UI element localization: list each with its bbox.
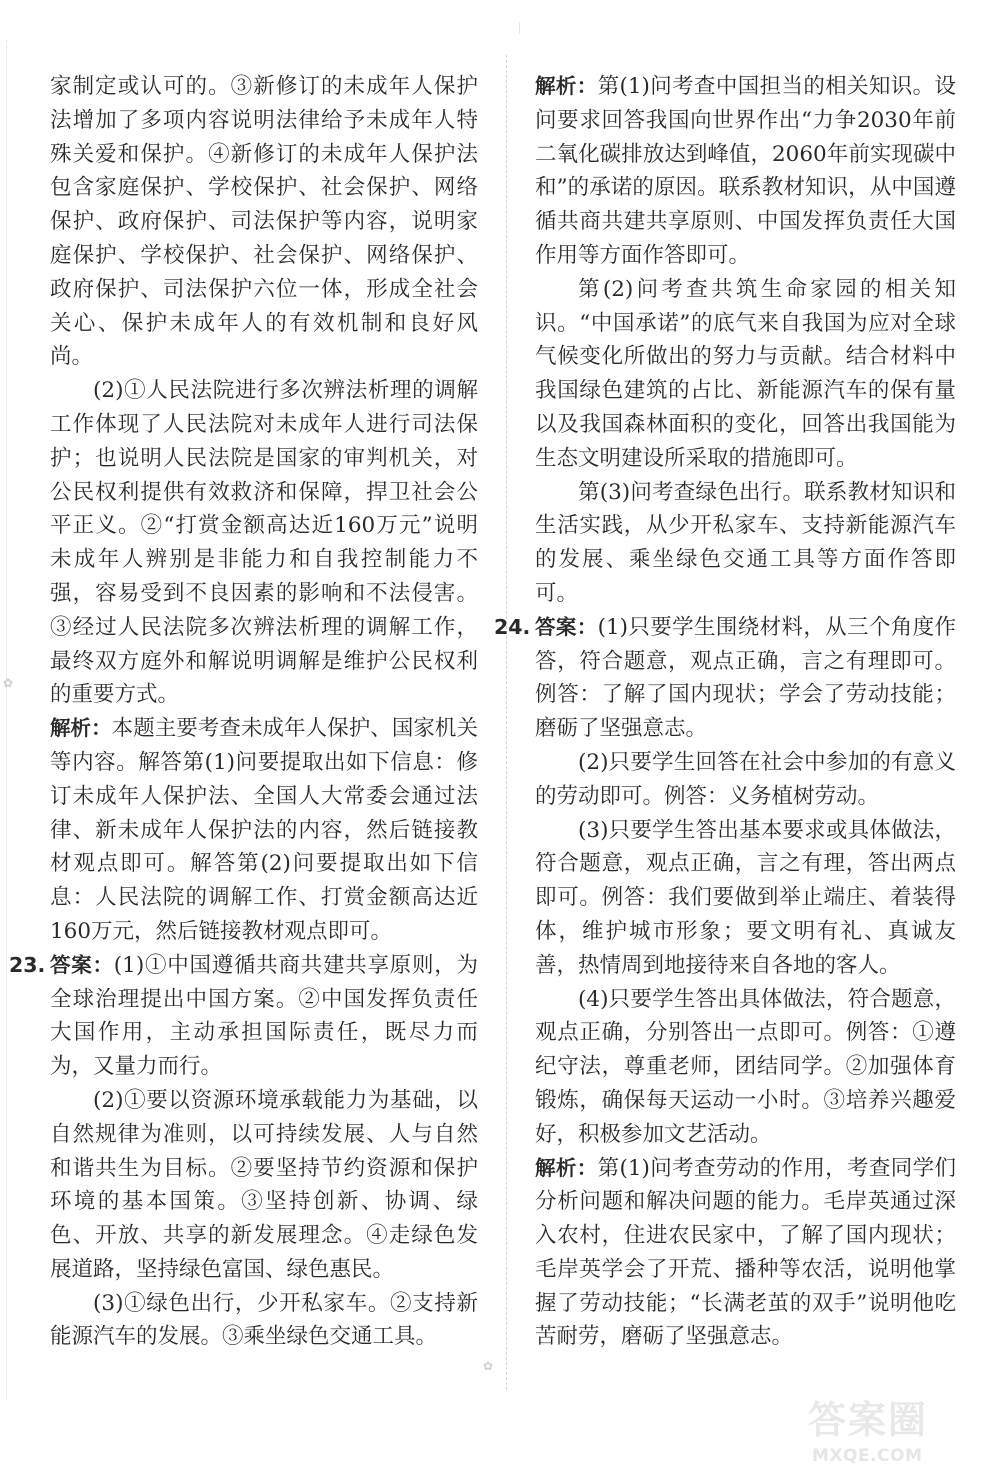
q24-answer bbox=[494, 611, 956, 746]
answer-label: 答案： bbox=[535, 614, 598, 639]
watermark-url: MXQE.COM bbox=[812, 1446, 923, 1466]
q24-answer-part4: (4)只要学生答出具体做法，符合题意，观点正确，分别答出一点即可。例答：①遵纪守法，尊重老师，团结同学。②加强体育锻炼，确保每天运动一小时。③培养兴趣爱好，积极参加文艺活动。 bbox=[535, 986, 956, 1147]
column-divider bbox=[506, 55, 507, 1390]
q23-answer-part3: (3)①绿色出行，少开私家车。②支持新能源汽车的发展。③乘坐绿色交通工具。 bbox=[50, 1290, 478, 1350]
q22-answer-part2: (2)①人民法院进行多次辨法析理的调解工作体现了人民法院对未成年人进行司法保护；也说明人民法院是国家的审判机关，对公民权利提供有效救济和保障，捍卫社会公平正义。②“打赏金额高达近160万元”说明未成年人辨别是非能力和自我控制能力不强，容易受到不良因素的影响和不法侵害。③经过人民法院多次辨法析理的调解工作，最终双方庭外和解说明调解是维护公民权利的重要方式。 bbox=[50, 378, 478, 708]
q24-analysis-text: 第(1)问考查劳动的作用，考查同学们分析问题和解决问题的能力。毛岸英通过深入农村，住进农民家中，了解了国内现状；毛岸英学会了开荒、播种等农活，说明他掌握了劳动技能；“长满老茧的双手”说明他吃苦耐劳，磨砺了坚强意志。 bbox=[535, 1155, 956, 1350]
margin-ornament-icon: ✿ bbox=[3, 676, 14, 690]
question-number-23: 23. bbox=[9, 952, 46, 977]
analysis-label: 解析： bbox=[50, 716, 112, 741]
q23-answer-part2: (2)①要以资源环境承载能力为基础，以自然规律为准则，以可持续发展、人与自然和谐共生为目标。②要坚持节约资源和保护环境的基本国策。③坚持创新、协调、绿色、开放、共享的新发展理念。④走绿色发展道路，坚持绿色富国、绿色惠民。 bbox=[50, 1087, 478, 1282]
right-column bbox=[494, 70, 956, 1354]
watermark-logo: 答案圈 bbox=[808, 1398, 929, 1442]
binding-margin-line bbox=[6, 40, 7, 1400]
q24-answer-part2: (2)只要学生回答在社会中参加的有意义的劳动即可。例答：义务植树劳动。 bbox=[535, 749, 956, 809]
q23-analysis-part3: 第(3)问考查绿色出行。联系教材知识和生活实践，从少开私家车、支持新能源汽车的发展、乘坐绿色交通工具等方面作答即可。 bbox=[535, 479, 956, 606]
q24-answer-part1: (1)只要学生围绕材料，从三个角度作答，符合题意，观点正确，言之有理即可。例答：了解了国内现状；学会了劳动技能；磨砺了坚强意志。 bbox=[535, 614, 956, 742]
q23-answer bbox=[9, 949, 478, 1084]
q23-analysis bbox=[535, 70, 956, 273]
analysis-label: 解析： bbox=[535, 74, 598, 98]
q23-answer-part1: (1)①中国遵循共商共建共享原则，为全球治理提出中国方案。②中国发挥负责任大国作用，主动承担国际责任，既尽力而为，又量力而行。 bbox=[50, 952, 478, 1080]
q23-analysis-part1: 第(1)问考查中国担当的相关知识。设问要求回答我国向世界作出“力争2030年前二氧化碳排放达到峰值，2060年前实现碳中和”的承诺的原因。联系教材知识，从中国遵循共商共建共享原则、中国发挥负责任大国作用等方面作答即可。 bbox=[535, 74, 956, 268]
question-number-24: 24. bbox=[494, 614, 531, 639]
q22-analysis-text: 本题主要考查未成年人保护、国家机关等内容。解答第(1)问要提取出如下信息：修订未成年人保护法、全国人大常委会通过法律、新未成年人保护法的内容，然后链接教材观点即可。解答第(2)问要提取出如下信息：人民法院的调解工作、打赏金额高达近160万元，然后链接教材观点即可。 bbox=[50, 716, 478, 944]
answer-label: 答案： bbox=[50, 952, 114, 977]
q22-answer-part1-continued: 家制定或认可的。③新修订的未成年人保护法增加了多项内容说明法律给予未成年人特殊关爱和保护。④新修订的未成年人保护法包含家庭保护、学校保护、社会保护、网络保护、政府保护、司法保护等内容，说明家庭保护、学校保护、社会保护、网络保护、政府保护、司法保护六位一体，形成全社会关心、保护未成年人的有效机制和良好风尚。 bbox=[50, 74, 478, 370]
q23-analysis-part2: 第(2)问考查共筑生命家园的相关知识。“中国承诺”的底气来自我国为应对全球气候变化所做出的努力与贡献。结合材料中我国绿色建筑的占比、新能源汽车的保有量以及我国森林面积的变化，回答出我国能为生态文明建设所采取的措施即可。 bbox=[535, 276, 956, 471]
analysis-label: 解析： bbox=[535, 1155, 598, 1180]
top-center-mark bbox=[519, 22, 520, 34]
q22-analysis bbox=[50, 712, 478, 949]
q24-analysis bbox=[535, 1152, 956, 1355]
bottom-ornament-icon: ✿ bbox=[483, 1359, 494, 1373]
q24-answer-part3: (3)只要学生答出基本要求或具体做法，符合题意，观点正确，言之有理，答出两点即可。例答：我们要做到举止端庄、着装得体，维护城市形象；要文明有礼、真诚友善，热情周到地接待来自各地的客人。 bbox=[535, 817, 956, 978]
left-column bbox=[9, 70, 478, 1354]
